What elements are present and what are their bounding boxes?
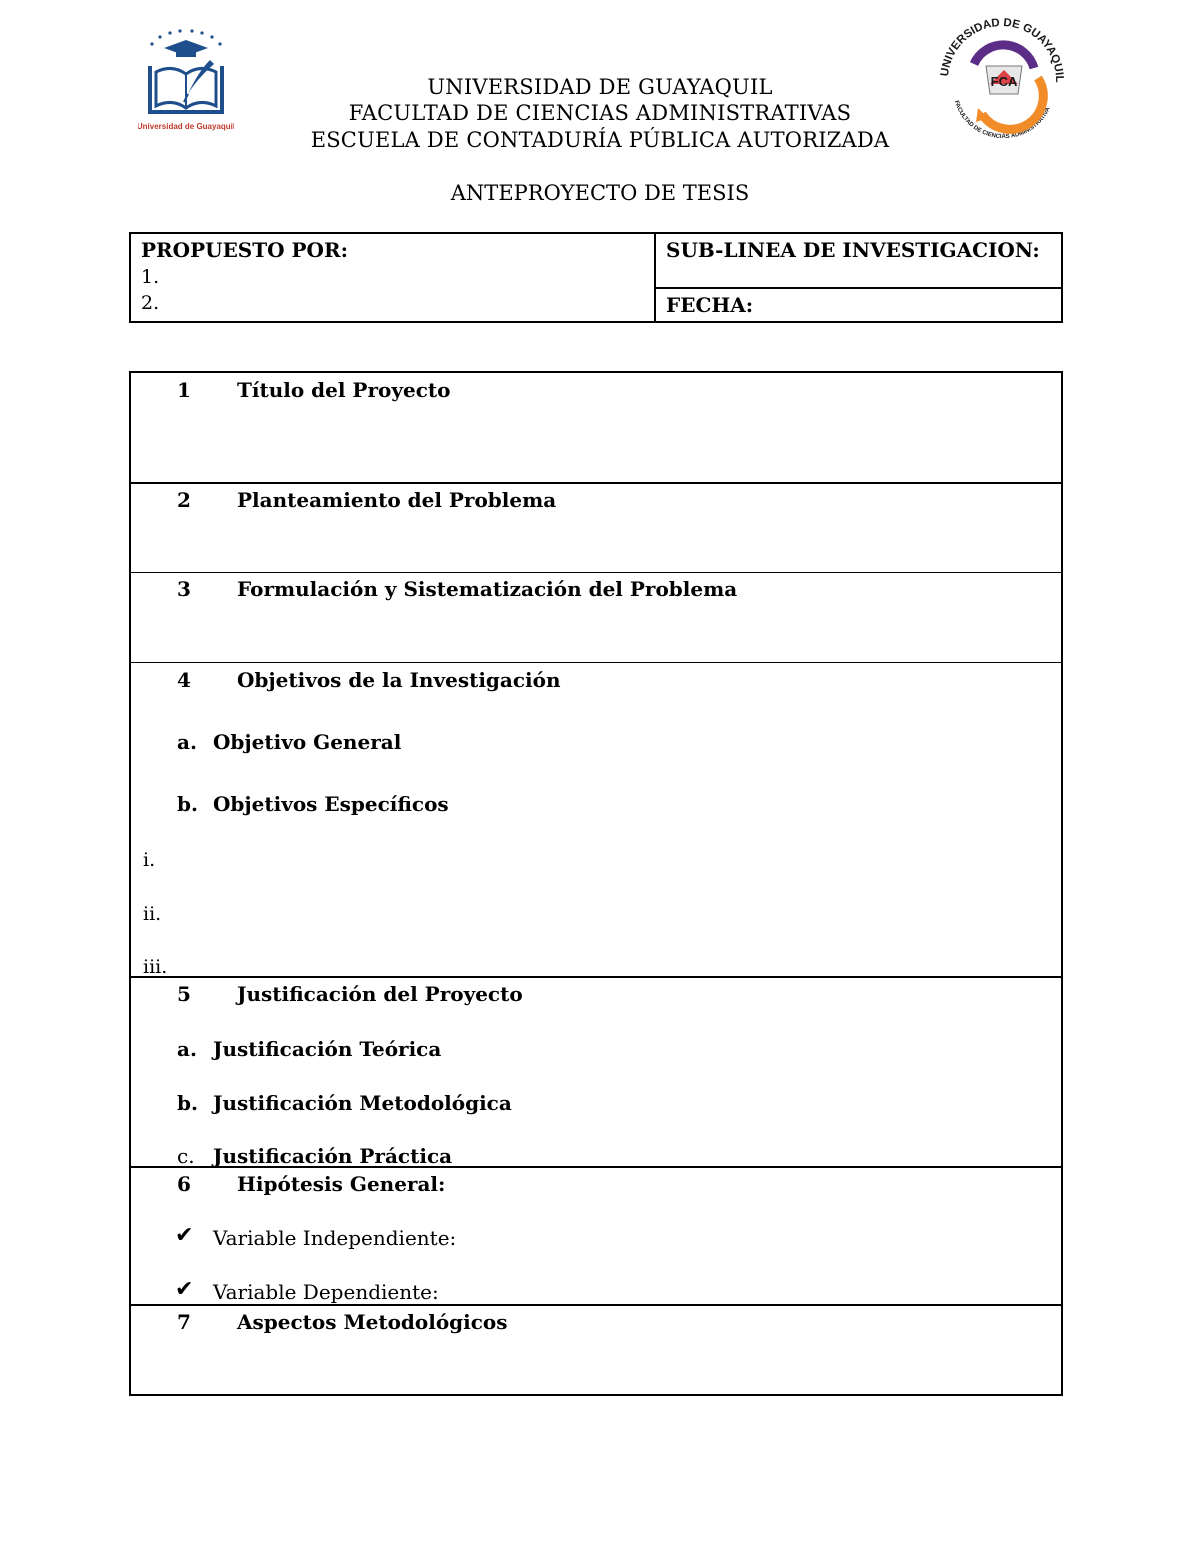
section-6-title: Hipótesis General:	[237, 1172, 446, 1196]
proposer-1-field[interactable]: 1.	[141, 266, 160, 288]
university-name: UNIVERSIDAD DE GUAYAQUIL	[427, 75, 773, 99]
variable-dependent: Variable Dependiente:	[213, 1280, 439, 1304]
section-4-title: Objetivos de la Investigación	[237, 668, 561, 692]
justification-methodological: Justificación Metodológica	[213, 1091, 512, 1115]
subline-label: SUB-LINEA DE INVESTIGACION:	[666, 238, 1040, 262]
justification-practical: Justificación Práctica	[213, 1144, 453, 1168]
justification-b-letter: b.	[177, 1091, 198, 1115]
justification-theoretical: Justificación Teórica	[213, 1037, 442, 1061]
section-5-number: 5	[177, 982, 191, 1006]
justification-c-letter: c.	[177, 1144, 195, 1168]
section-2-title: Planteamiento del Problema	[237, 488, 557, 512]
section-3-title: Formulación y Sistematización del Problema	[237, 577, 738, 601]
section-divider	[131, 572, 1061, 573]
logo-ring-top: UNIVERSIDAD DE GUAYAQUIL	[939, 18, 1066, 83]
section-divider	[131, 662, 1061, 663]
section-2-number: 2	[177, 488, 191, 512]
fca-logo-icon	[930, 18, 1072, 142]
variable-independent: Variable Independiente:	[213, 1226, 457, 1250]
checkmark-icon: ✔	[175, 1277, 194, 1302]
section-5-title: Justificación del Proyecto	[237, 982, 523, 1006]
divider	[654, 234, 656, 321]
specific-objective-i: i.	[143, 849, 156, 871]
objective-general: Objetivo General	[213, 730, 402, 754]
checkmark-icon: ✔	[175, 1223, 194, 1248]
objective-b-letter: b.	[177, 792, 198, 816]
specific-objective-iii: iii.	[143, 956, 168, 978]
section-6-number: 6	[177, 1172, 191, 1196]
date-label: FECHA:	[666, 293, 754, 317]
document-title: ANTEPROYECTO DE TESIS	[450, 181, 750, 205]
objectives-specific: Objetivos Específicos	[213, 792, 449, 816]
specific-objective-ii: ii.	[143, 903, 162, 925]
section-1-title: Título del Proyecto	[237, 378, 451, 402]
section-divider	[131, 482, 1061, 484]
book-quill-icon	[138, 28, 234, 136]
school-name: ESCUELA DE CONTADURÍA PÚBLICA AUTORIZADA	[310, 128, 890, 152]
sections-table	[129, 371, 1063, 1396]
section-divider	[131, 976, 1061, 978]
justification-a-letter: a.	[177, 1037, 197, 1061]
proposed-by-label: PROPUESTO POR:	[141, 238, 348, 262]
section-7-number: 7	[177, 1310, 191, 1334]
section-1-number: 1	[177, 378, 191, 402]
section-3-number: 3	[177, 577, 191, 601]
section-4-number: 4	[177, 668, 191, 692]
logo-center-text: FCA	[990, 74, 1018, 89]
divider	[656, 287, 1061, 289]
logo-ring-bottom: FACULTAD DE CIENCIAS ADMINISTRATIVA	[952, 99, 1052, 141]
faculty-name: FACULTAD DE CIENCIAS ADMINISTRATIVAS	[348, 101, 852, 125]
faculty-logo	[930, 18, 1072, 142]
proposer-2-field[interactable]: 2.	[141, 292, 160, 314]
section-7-title: Aspectos Metodológicos	[237, 1310, 508, 1334]
logo-caption: Universidad de Guayaquil	[138, 122, 234, 131]
proposal-info-box	[129, 232, 1063, 323]
university-logo	[138, 28, 234, 136]
objective-a-letter: a.	[177, 730, 197, 754]
